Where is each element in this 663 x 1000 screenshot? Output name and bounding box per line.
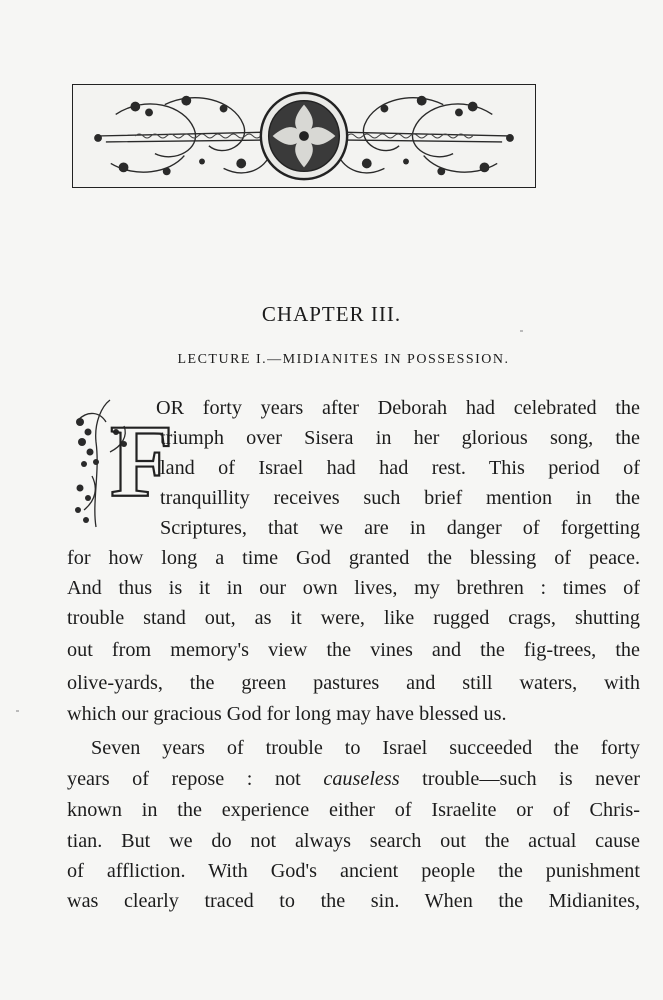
text-span: years of repose : not [67,768,324,790]
paragraph-line: which our gracious God for long may have blessed us. [67,703,507,725]
paper-speck [520,330,523,332]
chapter-title: CHAPTER III. [261,302,402,326]
paragraph-line: for how long a time God granted the blessing of peace. [67,547,640,569]
paragraph-line: triumph over Sisera in her glorious song, the [160,427,640,449]
text-span: trouble—such is never [399,768,640,790]
paragraph-line: tian. But we do not always search out the actual cause [67,830,640,852]
foliage-ornament-icon [73,85,535,187]
decorative-headpiece [72,84,536,188]
drop-cap-initial [66,392,174,534]
paragraph-line: known in the experience either of Israelite or of Chris- [67,799,640,821]
emphasis-text: causeless [323,768,400,790]
paragraph-line-with-emphasis [67,766,640,792]
paragraph-line: was clearly traced to the sin. When the Midianites, [67,890,640,912]
drop-cap-letter: F [110,404,174,519]
paragraph-line: trouble stand out, as it were, like rugged crags, shutting [67,607,640,629]
paper-speck [16,710,19,712]
paragraph-line: of affliction. With God's ancient people the punishment [67,860,640,882]
paragraph-line: tranquillity receives such brief mention in the [160,487,640,509]
paragraph-line: Scriptures, that we are in danger of forgetting [160,517,640,539]
paragraph-line: out from memory's view the vines and the fig-trees, the [67,639,640,661]
paragraph-line: And thus is it in our own lives, my brethren : times of [67,577,640,599]
paragraph-line: land of Israel had had rest. This period of [160,457,640,479]
paragraph-line: Seven years of trouble to Israel succeeded the forty [91,737,640,759]
paragraph-line: olive-yards, the green pastures and still waters, with [67,672,640,694]
paragraph-line: OR forty years after Deborah had celebrated the [156,397,640,419]
lecture-title: LECTURE I.—MIDIANITES IN POSSESSION. [177,352,510,367]
